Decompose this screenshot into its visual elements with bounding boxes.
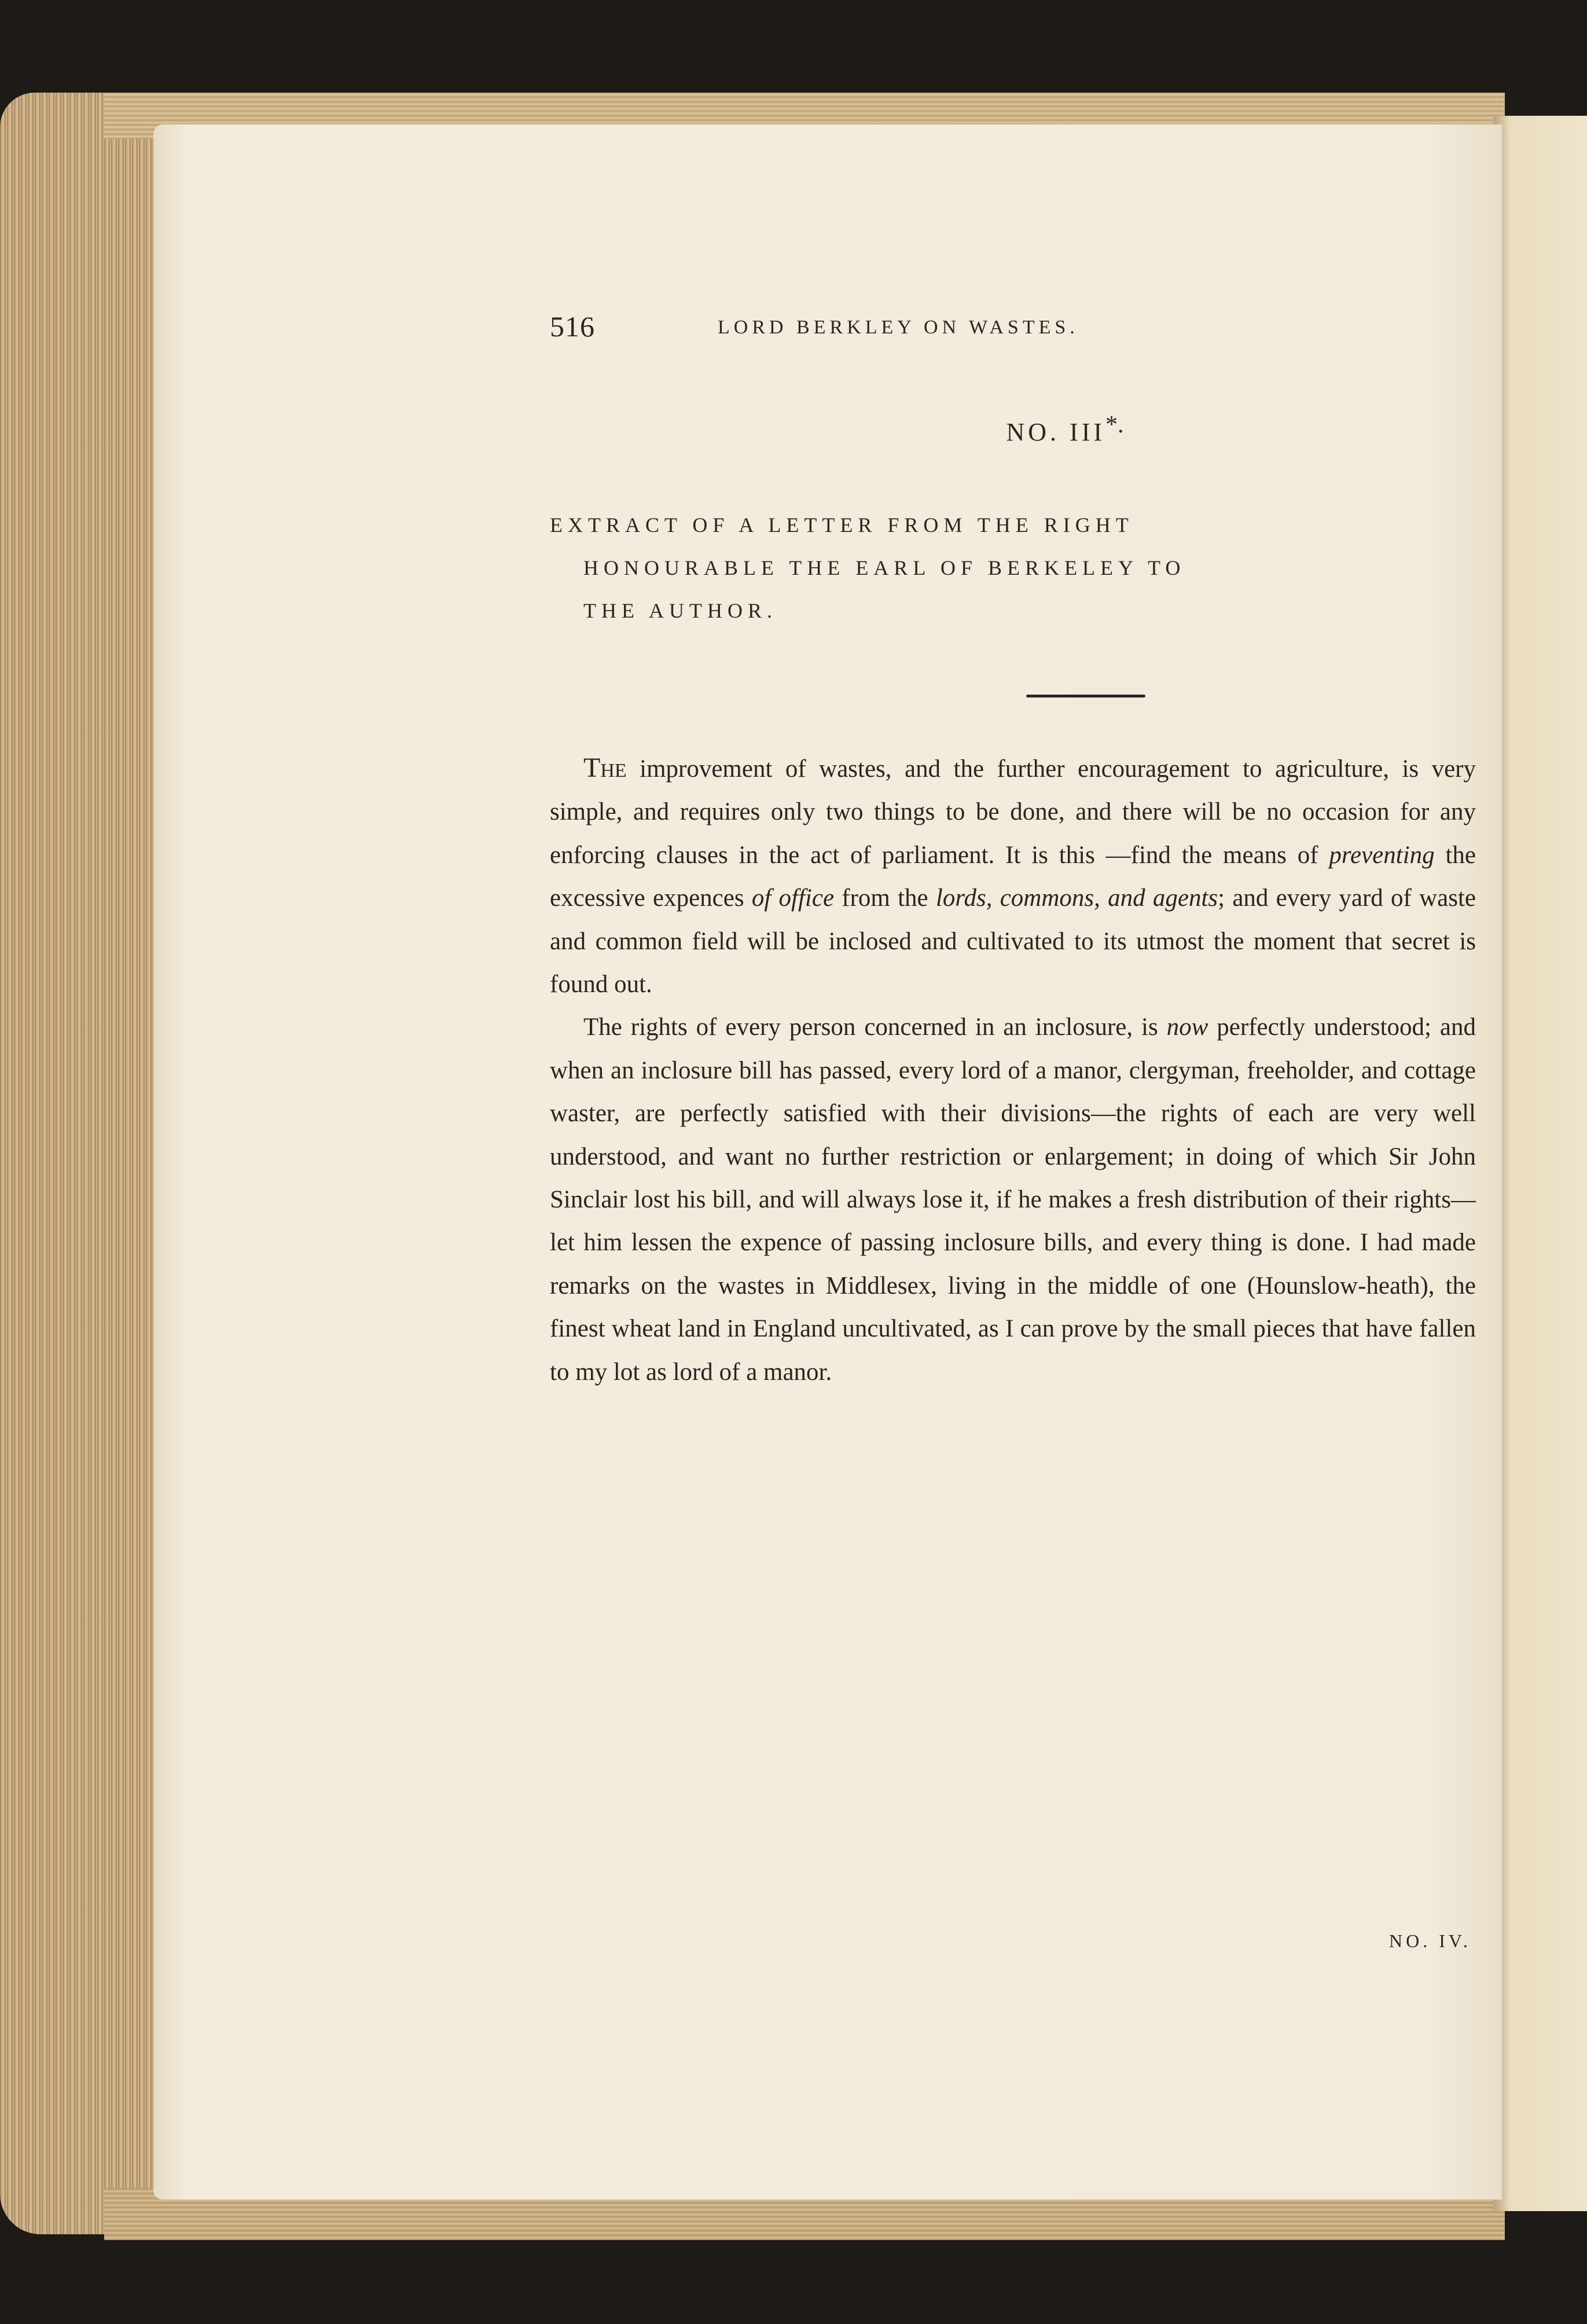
italic-text: now — [1166, 1014, 1208, 1041]
drop-word: The — [583, 752, 627, 783]
italic-text: of office — [751, 884, 835, 912]
running-title: LORD BERKLEY ON WASTES. — [718, 317, 1079, 338]
text-run: The rights of every person concerned in an inclosure, is — [583, 1014, 1167, 1041]
text-run: from the — [834, 884, 936, 912]
text-run: perfectly understood; and when an inclosure bill has passed, every lord of a manor, clergyman, freeholder, and cottage waster, are perfectly satisfied with their divisions—the rights of each are very well understood, and want no further restriction or enlargement; in doing of which Sir John Sinclair lost his bill, and will always lose it, if he makes a fresh distribution of their rights—let him lessen the expence of passing inclosure bills, and every thing is done. I had made remarks on the wastes in Middlesex, living in the middle of one (Hounslow-heath), the finest wheat land in England uncultivated, as I can prove by the small pieces that have fallen to my lot as lord of a manor. — [550, 1014, 1476, 1386]
footnote-mark: *. — [1105, 412, 1124, 438]
paragraph — [550, 747, 1476, 1006]
section-heading — [550, 504, 1476, 632]
paragraph — [550, 1006, 1476, 1394]
heading-line: HONOURABLE THE EARL OF BERKELEY TO — [583, 556, 1186, 579]
running-head — [550, 310, 1476, 350]
catchword: NO. IV. — [1389, 1930, 1471, 1951]
decorative-rule — [1026, 695, 1145, 697]
section-number-label: NO. III — [1006, 418, 1105, 446]
book-page-edges-left — [0, 93, 174, 2234]
heading-line: THE AUTHOR. — [583, 599, 777, 622]
book-page — [153, 124, 1502, 2200]
body-text — [550, 747, 1476, 1394]
italic-text: preventing — [1329, 841, 1435, 869]
text-run: improvement of wastes, and the further encouragement to agriculture, is very simple, and requires only two things to be done, and there will be no occasion for any enforcing clauses in the act of parliament. It is this —find the means of — [550, 755, 1476, 869]
page-number: 516 — [550, 310, 595, 343]
heading-line: EXTRACT OF A LETTER FROM THE RIGHT — [550, 513, 1134, 537]
section-number — [550, 411, 1476, 447]
text-run: ; and every yard of waste and common field will be inclosed and cultivated to its utmost the moment that secret is found out. — [550, 884, 1476, 998]
italic-text: lords, commons, and agents — [935, 884, 1218, 912]
facing-page-edge — [1493, 116, 1587, 2211]
text-run: the excessive expences — [550, 841, 1476, 912]
